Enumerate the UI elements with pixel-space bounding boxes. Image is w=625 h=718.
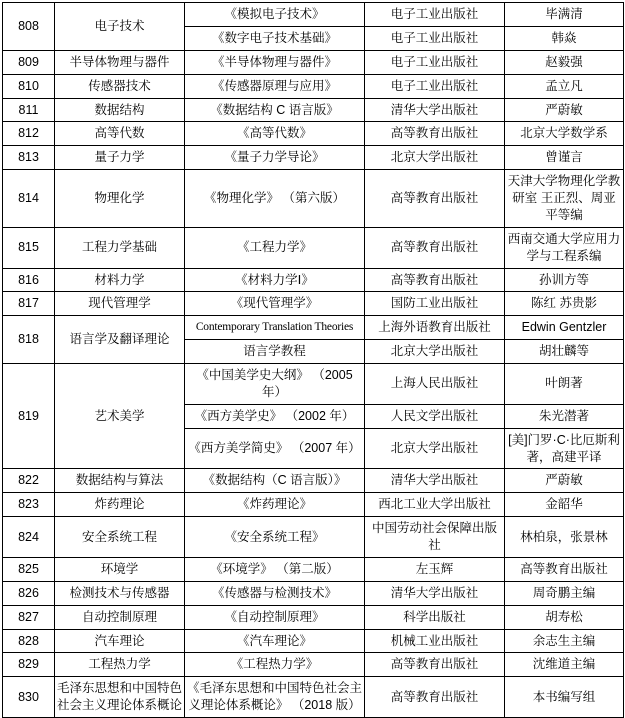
cell-subject-name: 艺术美学 [55,364,185,469]
cell-publisher: 清华大学出版社 [365,469,505,493]
cell-book-title: 《物理化学》 （第六版） [185,170,365,228]
cell-publisher: 上海外语教育出版社 [365,316,505,340]
cell-subject-code: 812 [3,122,55,146]
cell-book-title: 《高等代数》 [185,122,365,146]
cell-publisher: 高等教育出版社 [365,170,505,228]
table-row [3,122,624,146]
cell-author: 胡壮麟等 [505,340,624,364]
cell-subject-name: 传感器技术 [55,74,185,98]
cell-book-title: 《工程热力学》 [185,653,365,677]
cell-subject-code: 816 [3,268,55,292]
cell-book-title: 《材料力学Ⅰ》 [185,268,365,292]
table-row [3,493,624,517]
cell-subject-code: 825 [3,557,55,581]
cell-subject-code: 813 [3,146,55,170]
table-row [3,146,624,170]
cell-author: 孟立凡 [505,74,624,98]
cell-book-title: 《数据结构 C 语言版》 [185,98,365,122]
table-row [3,227,624,268]
cell-publisher: 北京大学出版社 [365,340,505,364]
table-row [3,653,624,677]
cell-subject-code: 829 [3,653,55,677]
table-row [3,629,624,653]
cell-publisher: 北京大学出版社 [365,428,505,469]
reference-book-table [2,2,624,718]
cell-subject-name: 检测技术与传感器 [55,581,185,605]
cell-subject-name: 毛泽东思想和中国特色社会主义理论体系概论 [55,677,185,718]
table-row [3,50,624,74]
cell-author: 北京大学数学系 [505,122,624,146]
cell-subject-code: 824 [3,517,55,558]
cell-book-title: 《中国美学史大纲》 （2005 年） [185,364,365,405]
cell-subject-code: 822 [3,469,55,493]
cell-publisher: 西北工业大学出版社 [365,493,505,517]
table-row [3,98,624,122]
cell-subject-name: 高等代数 [55,122,185,146]
cell-author: 陈红 苏贵影 [505,292,624,316]
cell-book-title: 《传感器与检测技术》 [185,581,365,605]
cell-subject-code: 815 [3,227,55,268]
table-row [3,74,624,98]
cell-publisher: 电子工业出版社 [365,50,505,74]
cell-author: 朱光潜著 [505,404,624,428]
cell-subject-name: 环境学 [55,557,185,581]
table-row [3,364,624,405]
cell-author: 林柏泉，张景林 [505,517,624,558]
cell-subject-name: 炸药理论 [55,493,185,517]
cell-publisher: 机械工业出版社 [365,629,505,653]
cell-subject-code: 819 [3,364,55,469]
cell-subject-name: 物理化学 [55,170,185,228]
cell-publisher: 电子工业出版社 [365,3,505,27]
cell-book-title: 《模拟电子技术》 [185,3,365,27]
cell-subject-name: 安全系统工程 [55,517,185,558]
cell-book-title: 《安全系统工程》 [185,517,365,558]
cell-subject-code: 830 [3,677,55,718]
cell-publisher: 电子工业出版社 [365,26,505,50]
cell-author: 孙训方等 [505,268,624,292]
cell-subject-name: 现代管理学 [55,292,185,316]
cell-author: 高等教育出版社 [505,557,624,581]
cell-author: 叶朗著 [505,364,624,405]
cell-author: 余志生主编 [505,629,624,653]
cell-subject-code: 811 [3,98,55,122]
cell-book-title: 《西方美学史》 （2002 年） [185,404,365,428]
cell-publisher: 高等教育出版社 [365,122,505,146]
cell-book-title: 《传感器原理与应用》 [185,74,365,98]
cell-publisher: 中国劳动社会保障出版社 [365,517,505,558]
table-row [3,292,624,316]
cell-author: 韩焱 [505,26,624,50]
cell-subject-name: 半导体物理与器件 [55,50,185,74]
cell-publisher: 高等教育出版社 [365,677,505,718]
cell-author: 曾谨言 [505,146,624,170]
cell-subject-code: 809 [3,50,55,74]
cell-publisher: 人民文学出版社 [365,404,505,428]
cell-author: 严蔚敏 [505,98,624,122]
cell-book-title: 《现代管理学》 [185,292,365,316]
cell-author: [美]门罗·C·比厄斯利著，高建平译 [505,428,624,469]
cell-subject-code: 827 [3,605,55,629]
cell-subject-name: 语言学及翻译理论 [55,316,185,364]
cell-author: Edwin Gentzler [505,316,624,340]
cell-book-title: 《环境学》 （第二版） [185,557,365,581]
cell-subject-name: 材料力学 [55,268,185,292]
cell-subject-code: 817 [3,292,55,316]
table-row [3,557,624,581]
cell-publisher: 清华大学出版社 [365,98,505,122]
cell-author: 西南交通大学应用力学与工程系编 [505,227,624,268]
cell-subject-name: 数据结构 [55,98,185,122]
cell-subject-name: 量子力学 [55,146,185,170]
table-row [3,581,624,605]
cell-subject-code: 826 [3,581,55,605]
cell-book-title: 《数字电子技术基础》 [185,26,365,50]
cell-book-title: 《自动控制原理》 [185,605,365,629]
cell-author: 胡寿松 [505,605,624,629]
cell-subject-name: 电子技术 [55,3,185,51]
cell-publisher: 左玉辉 [365,557,505,581]
table-row [3,605,624,629]
table-row [3,469,624,493]
cell-book-title: Contemporary Translation Theories [185,316,365,340]
cell-publisher: 电子工业出版社 [365,74,505,98]
cell-subject-code: 814 [3,170,55,228]
table-row [3,3,624,27]
cell-subject-name: 工程热力学 [55,653,185,677]
cell-author: 毕满清 [505,3,624,27]
cell-subject-code: 823 [3,493,55,517]
cell-author: 严蔚敏 [505,469,624,493]
cell-publisher: 高等教育出版社 [365,227,505,268]
table-row [3,170,624,228]
cell-book-title: 《量子力学导论》 [185,146,365,170]
cell-subject-code: 810 [3,74,55,98]
cell-subject-name: 数据结构与算法 [55,469,185,493]
cell-book-title: 《炸药理论》 [185,493,365,517]
cell-book-title: 《半导体物理与器件》 [185,50,365,74]
cell-publisher: 高等教育出版社 [365,653,505,677]
cell-book-title: 《西方美学简史》 （2007 年） [185,428,365,469]
cell-publisher: 清华大学出版社 [365,581,505,605]
cell-subject-code: 828 [3,629,55,653]
cell-publisher: 科学出版社 [365,605,505,629]
cell-subject-code: 818 [3,316,55,364]
cell-author: 金韶华 [505,493,624,517]
cell-book-title: 《工程力学》 [185,227,365,268]
document-page [0,2,625,713]
cell-subject-name: 工程力学基础 [55,227,185,268]
cell-subject-name: 汽车理论 [55,629,185,653]
table-row [3,677,624,718]
cell-publisher: 国防工业出版社 [365,292,505,316]
table-row [3,268,624,292]
cell-author: 周奇鹏主编 [505,581,624,605]
cell-publisher: 上海人民出版社 [365,364,505,405]
cell-subject-code: 808 [3,3,55,51]
table-row [3,517,624,558]
cell-author: 赵毅强 [505,50,624,74]
cell-book-title: 语言学教程 [185,340,365,364]
cell-author: 本书编写组 [505,677,624,718]
table-row [3,316,624,340]
cell-author: 天津大学物理化学教研室 王正烈、周亚平等编 [505,170,624,228]
cell-subject-name: 自动控制原理 [55,605,185,629]
cell-book-title: 《毛泽东思想和中国特色社会主义理论体系概论》 （2018 版） [185,677,365,718]
cell-author: 沈维道主编 [505,653,624,677]
cell-book-title: 《数据结构（C 语言版）》 [185,469,365,493]
cell-book-title: 《汽车理论》 [185,629,365,653]
cell-publisher: 北京大学出版社 [365,146,505,170]
cell-publisher: 高等教育出版社 [365,268,505,292]
